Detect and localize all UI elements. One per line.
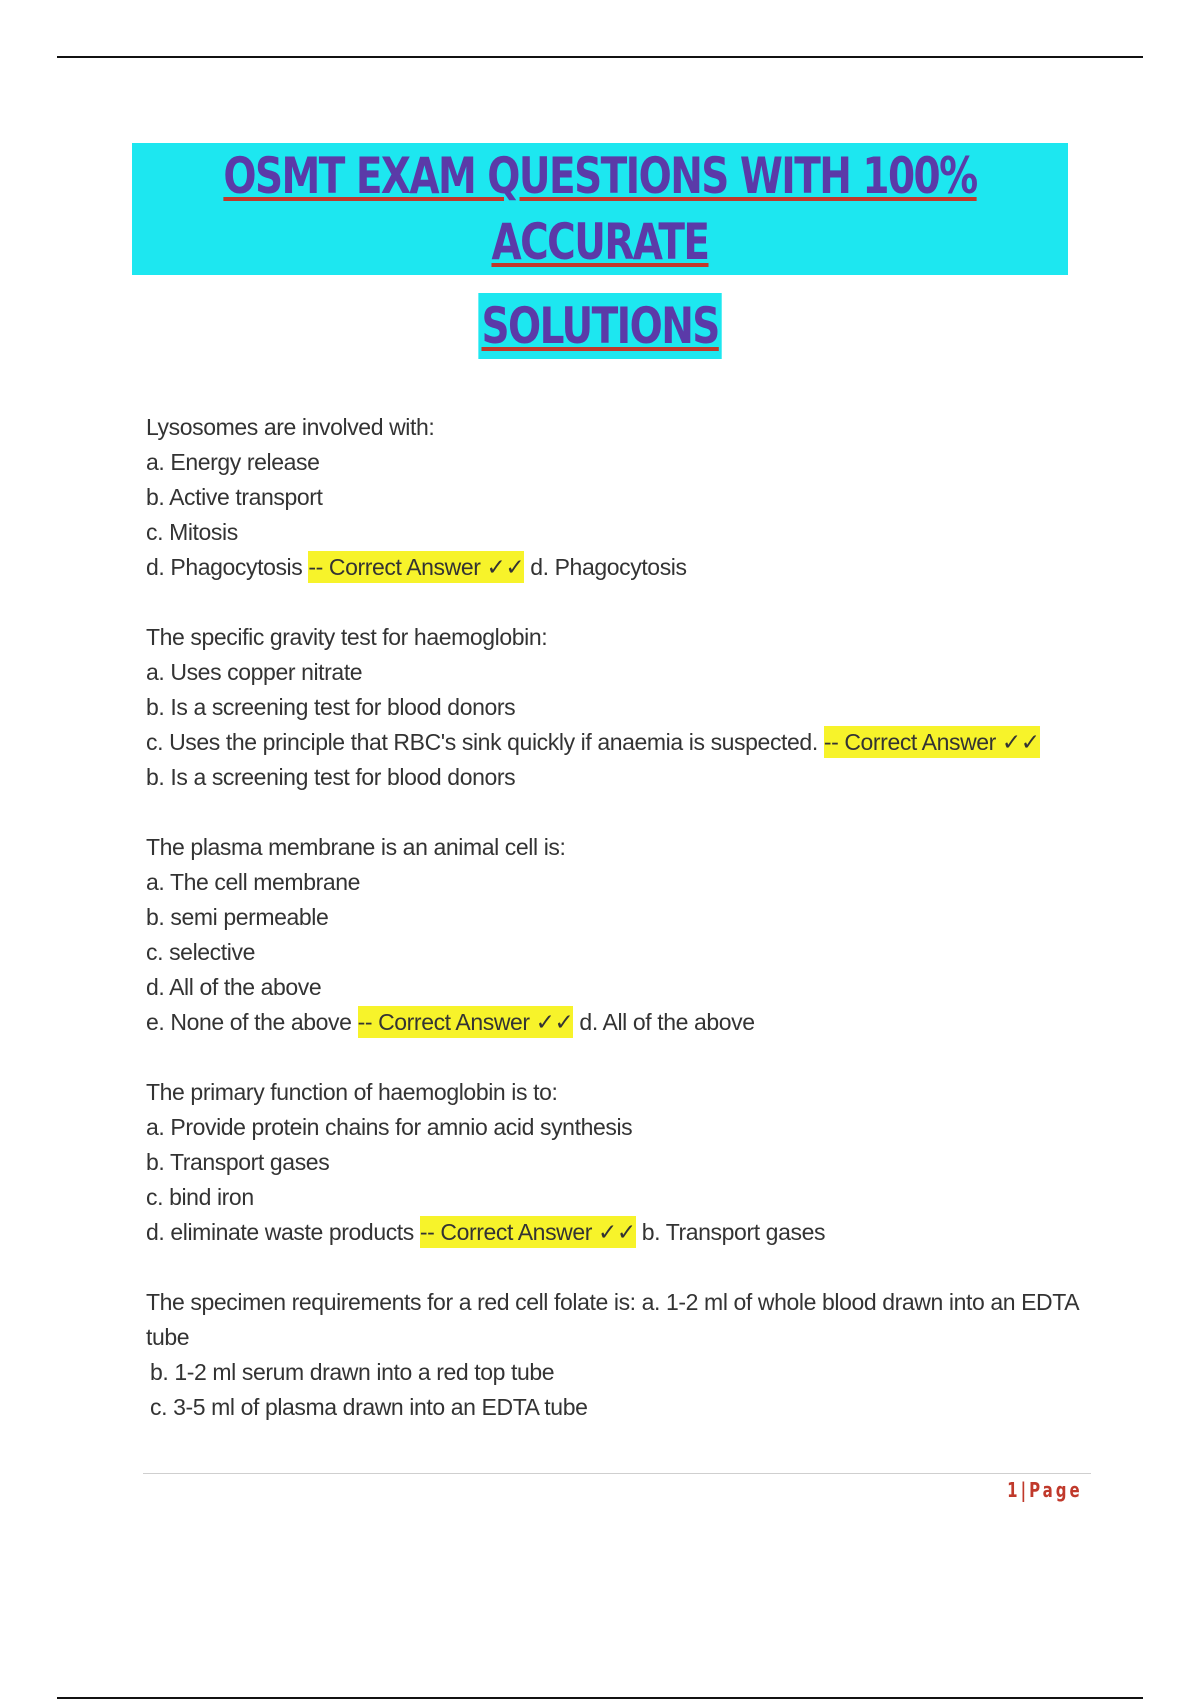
title-line-1: OSMT EXAM QUESTIONS WITH 100% ACCURATE [132, 143, 1068, 275]
bottom-rule [57, 1697, 1143, 1699]
option: b. 1-2 ml serum drawn into a red top tube [150, 1359, 555, 1385]
option: c. selective [146, 939, 255, 965]
correct-answer: b. Is a screening test for blood donors [146, 764, 516, 790]
correct-answer: d. All of the above [579, 1009, 755, 1035]
option: c. bind iron [146, 1184, 254, 1210]
option: a. The cell membrane [146, 869, 361, 895]
question-4 [146, 1075, 1086, 1250]
option: d. eliminate waste products [146, 1219, 414, 1245]
question-2 [146, 620, 1086, 795]
answer-line [146, 1215, 1086, 1250]
question-prompt: The specimen requirements for a red cell folate is: a. 1-2 ml of whole blood drawn into an EDTA tube [146, 1289, 1078, 1350]
correct-answer: d. Phagocytosis [530, 554, 687, 580]
question-prompt: The primary function of haemoglobin is to: [146, 1079, 558, 1105]
answer-line [146, 1005, 1086, 1040]
answer-line [146, 550, 1086, 585]
correct-answer-marker: -- Correct Answer ✓✓ [308, 551, 524, 583]
document-title [0, 143, 1200, 359]
option: a. Uses copper nitrate [146, 659, 363, 685]
question-prompt: The plasma membrane is an animal cell is: [146, 834, 566, 860]
correct-answer-marker: -- Correct Answer ✓✓ [358, 1006, 574, 1038]
question-3 [146, 830, 1086, 1040]
question-prompt: The specific gravity test for haemoglobin: [146, 624, 548, 650]
title-line-2: SOLUTIONS [478, 293, 722, 359]
question-list [146, 410, 1086, 1460]
page-number: 1|Page [1007, 1478, 1083, 1502]
question-prompt: Lysosomes are involved with: [146, 414, 435, 440]
option: d. All of the above [146, 974, 322, 1000]
correct-answer-marker: -- Correct Answer ✓✓ [824, 726, 1040, 758]
option: c. 3-5 ml of plasma drawn into an EDTA tube [150, 1394, 588, 1420]
option: d. Phagocytosis [146, 554, 303, 580]
correct-answer-marker: -- Correct Answer ✓✓ [420, 1216, 636, 1248]
option: b. Is a screening test for blood donors [146, 694, 516, 720]
option: c. Mitosis [146, 519, 238, 545]
option: c. Uses the principle that RBC's sink quickly if anaemia is suspected. [146, 729, 818, 755]
option: b. Transport gases [146, 1149, 330, 1175]
question-1 [146, 410, 1086, 585]
top-rule [57, 56, 1143, 58]
option: e. None of the above [146, 1009, 352, 1035]
option: a. Provide protein chains for amnio acid synthesis [146, 1114, 633, 1140]
footer-rule [143, 1473, 1091, 1474]
option: b. semi permeable [146, 904, 329, 930]
answer-line [146, 725, 1086, 760]
correct-answer: b. Transport gases [641, 1219, 826, 1245]
question-5 [146, 1285, 1086, 1425]
option: a. Energy release [146, 449, 320, 475]
option: b. Active transport [146, 484, 323, 510]
